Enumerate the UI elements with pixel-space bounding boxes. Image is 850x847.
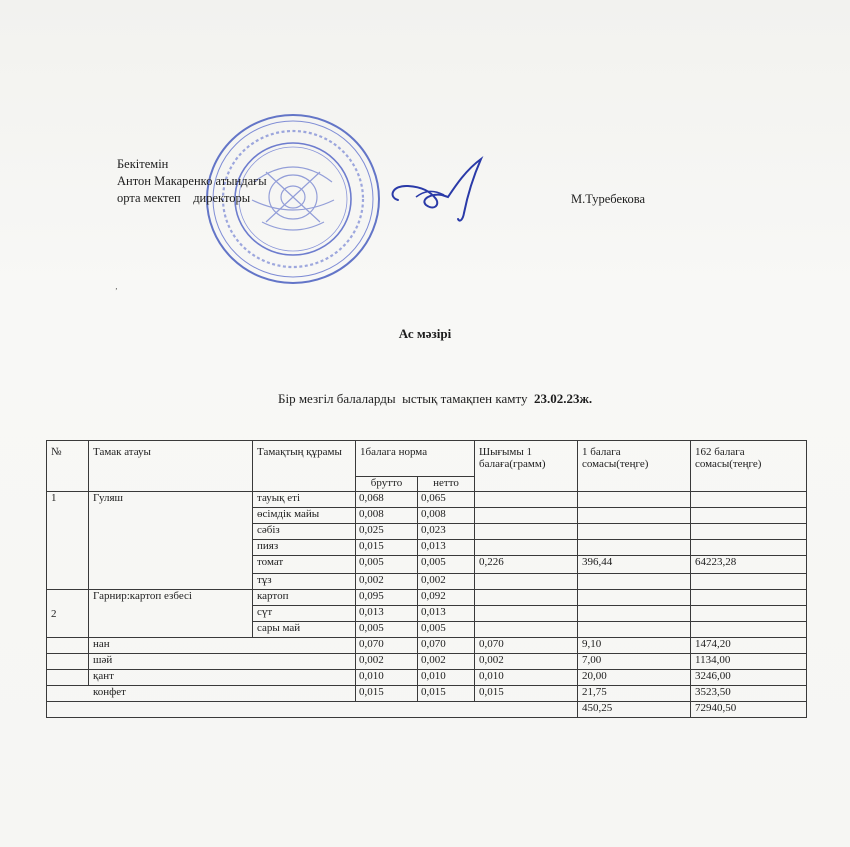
net-value: 0,065 — [418, 492, 475, 508]
ingredient: тауық еті — [253, 492, 356, 508]
table-header-row — [47, 441, 807, 477]
net-value: 0,002 — [418, 574, 475, 590]
header-no: № — [47, 441, 89, 492]
director-signature — [386, 155, 498, 225]
dish2-no: 2 — [47, 590, 89, 638]
ingredient: сүт — [253, 606, 356, 622]
gross-value: 0,070 — [356, 638, 418, 654]
price-total-value: 1474,20 — [691, 638, 807, 654]
net-value: 0,015 — [418, 686, 475, 702]
price-one-value: 7,00 — [578, 654, 691, 670]
dish1-name: Гуляш — [89, 492, 253, 590]
gross-value: 0,095 — [356, 590, 418, 606]
net-value: 0,013 — [418, 540, 475, 556]
price-one-value: 20,00 — [578, 670, 691, 686]
price-total-value: 3523,50 — [691, 686, 807, 702]
gross-value: 0,008 — [356, 508, 418, 524]
table-row — [47, 492, 807, 508]
document-title: Ас мәзірі — [398, 326, 452, 341]
director-name: М.Туребекова — [571, 192, 646, 206]
net-value: 0,010 — [418, 670, 475, 686]
price-one-value: 9,10 — [578, 638, 691, 654]
consumption-value: 0,015 — [475, 686, 578, 702]
total-price-total: 72940,50 — [691, 702, 807, 718]
table-row — [47, 670, 807, 686]
approval-line-1: Бекітемін — [117, 157, 169, 171]
gross-value: 0,015 — [356, 686, 418, 702]
consumption-value: 0,010 — [475, 670, 578, 686]
table-row — [47, 654, 807, 670]
table-row — [47, 638, 807, 654]
header-consumption: Шығымы 1 балаға(грамм) — [475, 441, 578, 492]
approval-line-2: Антон Макаренко атындағы — [117, 174, 267, 188]
price-total-value: 64223,28 — [691, 556, 807, 574]
ingredient: сәбіз — [253, 524, 356, 540]
price-total-value: 3246,00 — [691, 670, 807, 686]
subtitle-text: Бір мезгіл балаларды ыстық тамақпен камту — [278, 391, 534, 406]
net-value: 0,023 — [418, 524, 475, 540]
ingredient: өсімдік майы — [253, 508, 356, 524]
price-one-value: 21,75 — [578, 686, 691, 702]
header-price-total: 162 балага сомасы(теңге) — [691, 441, 807, 492]
ingredient: пияз — [253, 540, 356, 556]
ingredient: тұз — [253, 574, 356, 590]
gross-value: 0,068 — [356, 492, 418, 508]
net-value: 0,070 — [418, 638, 475, 654]
document-subtitle — [278, 391, 592, 407]
ingredient: картоп — [253, 590, 356, 606]
header-norm: 1балага норма — [356, 441, 475, 477]
gross-value: 0,005 — [356, 622, 418, 638]
gross-value: 0,005 — [356, 556, 418, 574]
extra-name: қант — [89, 670, 356, 686]
consumption-value: 0,226 — [475, 556, 578, 574]
gross-value: 0,025 — [356, 524, 418, 540]
price-one-value: 396,44 — [578, 556, 691, 574]
header-net: нетто — [418, 477, 475, 492]
net-value: 0,005 — [418, 622, 475, 638]
net-value: 0,005 — [418, 556, 475, 574]
extra-name: конфет — [47, 686, 356, 702]
table-row — [47, 686, 807, 702]
header-composition: Тамақтың құрамы — [253, 441, 356, 492]
subtitle-date: 23.02.23ж. — [533, 391, 593, 406]
net-value: 0,002 — [418, 654, 475, 670]
table-row — [47, 590, 807, 606]
consumption-value: 0,070 — [475, 638, 578, 654]
menu-table — [46, 440, 807, 718]
consumption-value: 0,002 — [475, 654, 578, 670]
header-price-one: 1 балага сомасы(теңге) — [578, 441, 691, 492]
ingredient: томат — [253, 556, 356, 574]
header-gross: брутто — [356, 477, 418, 492]
gross-value: 0,002 — [356, 654, 418, 670]
extra-name: шәй — [89, 654, 356, 670]
approval-block — [117, 156, 267, 207]
ingredient: сары май — [253, 622, 356, 638]
gross-value: 0,015 — [356, 540, 418, 556]
dish2-name: Гарнир:картоп езбесі — [89, 590, 253, 638]
extra-name: нан — [89, 638, 356, 654]
net-value: 0,008 — [418, 508, 475, 524]
net-value: 0,092 — [418, 590, 475, 606]
header-dish: Тамак атауы — [89, 441, 253, 492]
net-value: 0,013 — [418, 606, 475, 622]
stray-mark: ‚ — [115, 282, 118, 291]
price-total-value: 1134,00 — [691, 654, 807, 670]
total-price-one: 450,25 — [578, 702, 691, 718]
gross-value: 0,013 — [356, 606, 418, 622]
gross-value: 0,010 — [356, 670, 418, 686]
totals-row — [47, 702, 807, 718]
approval-line-3: орта мектеп директоры — [117, 191, 251, 205]
dish1-no: 1 — [47, 492, 89, 590]
gross-value: 0,002 — [356, 574, 418, 590]
